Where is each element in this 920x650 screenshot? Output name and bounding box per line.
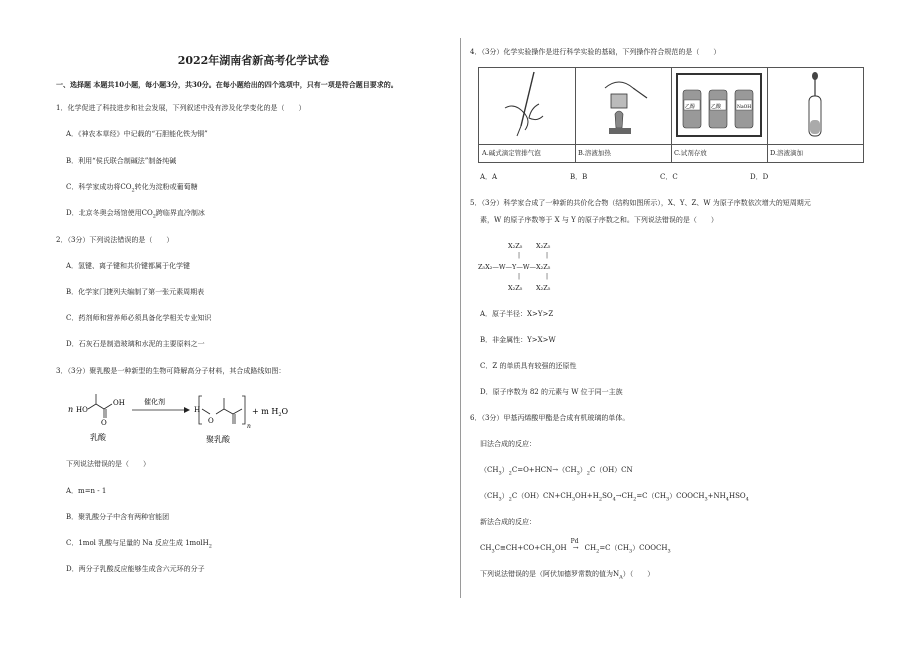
struct-bond-top-left: |: [518, 252, 521, 259]
bottle-label-ethanol: 乙醇: [685, 104, 696, 110]
caption-d: D.溶液滴加: [767, 144, 863, 162]
q2-option-a: A．氢键、离子键和共价键都属于化学键: [66, 262, 191, 270]
reagent-cabinet-illustration: [671, 68, 767, 144]
struct-top-left: X₂Z₅: [508, 242, 523, 250]
repeat-n-label: n: [247, 423, 251, 430]
column-divider: [460, 38, 461, 598]
q2-option-d: D．石灰石是制造玻璃和水泥的主要原料之一: [66, 340, 205, 348]
q3-ask: 下列说法错误的是（ ）: [66, 460, 150, 468]
q6-reaction-3: $CH_3C\equiv CH+CO+CH_3OH$ Pd → $CH_2=C(CH_3)COOCH_3$: [480, 538, 671, 555]
q6-reaction-2: $(CH_3)_2C(OH)CN+CH_3OH+H_2SO_4\to CH_2=C(CH_3)COOCH_3+NH_4HSO_4$: [480, 492, 749, 503]
polylactic-acid-label: 聚乳酸: [206, 435, 230, 444]
q6-ask: 下列说法错误的是（阿伏加德罗常数的值为$N_A$）（ ）: [480, 570, 655, 581]
struct-bond-top-right: |: [546, 252, 549, 259]
n-coefficient: n: [68, 405, 74, 414]
struct-bottom-right: X₂Z₅: [536, 284, 551, 292]
bottle-label-acetic-acid: 乙酸: [711, 104, 722, 110]
dropping-illustration: [767, 68, 863, 144]
q2-option-b: B．化学家门捷列夫编制了第一张元素周期表: [66, 288, 205, 296]
q4-cell-a: [479, 68, 576, 162]
q4-figure-table: [478, 67, 864, 163]
lactic-acid-label: 乳酸: [90, 433, 106, 442]
struct-main-chain: Z₅X₂—W—Y—W—X₂Z₅: [478, 263, 551, 271]
q4-cell-b: [575, 68, 672, 162]
q4-option-d: D．D: [750, 173, 769, 181]
section-heading: 一、选择题 本题共10小题，每小题3分，共30分。在每小题给出的四个选项中，只有一项是符合题目要求的。: [56, 80, 398, 89]
q3-option-d: D．两分子乳酸反应能够生成含六元环的分子: [66, 565, 205, 573]
q1-option-c: C．科学家成功将$CO_2$转化为淀粉或葡萄糖: [66, 183, 198, 194]
caption-a: A.碱式滴定管排气泡: [479, 144, 575, 162]
struct-bond-bottom-left: |: [518, 273, 521, 280]
ho-label: HO: [76, 406, 88, 414]
q6-old-heading: 旧法合成的反应：: [480, 440, 536, 448]
q1-option-b: B．利用“侯氏联合制碱法”制备纯碱: [66, 157, 177, 165]
q5-option-d: D．原子序数为 82 的元素与 W 位于同一主族: [480, 388, 623, 396]
page-title: 2022年湖南省新高考化学试卷: [177, 54, 330, 67]
q1-stem: 1．化学促进了科技进步和社会发展，下列叙述中没有涉及化学变化的是（ ）: [56, 104, 306, 112]
q5-stem-line1: 5．（3分）科学家合成了一种新的共价化合物（结构如图所示），X、Y、Z、W 为原子序数依次增大的短周期元: [470, 199, 811, 207]
struct-bottom-left: X₂Z₅: [508, 284, 523, 292]
h-end-label: H: [194, 406, 201, 414]
q6-reaction-1: $(CH_3)_2C=O+HCN\to(CH_3)_2C(OH)CN$: [480, 466, 633, 477]
heating-illustration: [575, 68, 671, 144]
pd-arrow: Pd →: [570, 538, 579, 552]
q4-option-c: C．C: [660, 173, 678, 181]
q2-stem: 2．（3分）下列说法错误的是（ ）: [56, 236, 174, 244]
caption-b: B.溶液加热: [575, 144, 671, 162]
q4-stem: 4．（3分）化学实验操作是进行科学实验的基础，下列操作符合规范的是（ ）: [470, 48, 721, 56]
q6-new-heading: 新法合成的反应：: [480, 518, 536, 526]
bottle-label-naoh: NaOH: [737, 105, 752, 110]
q3-stem: 3．（3分）聚乳酸是一种新型的生物可降解高分子材料，其合成路线如图：: [56, 367, 286, 375]
struct-top-right: X₂Z₅: [536, 242, 551, 250]
q6-stem: 6．（3分）甲基丙烯酸甲酯是合成有机玻璃的单体。: [470, 414, 630, 422]
q4-option-a: A．A: [480, 173, 498, 181]
carbonyl-o-label: O: [101, 419, 107, 427]
q1-option-a: A．《神农本草经》中记载的“石胆能化铁为铜”: [66, 130, 208, 138]
q5-stem-line2: 素，W 的原子序数等于 X 与 Y 的原子序数之和。下列说法错误的是（ ）: [480, 216, 718, 224]
ester-o-label: O: [208, 417, 214, 425]
catalyst-label: 催化剂: [144, 398, 165, 406]
oh-label: OH: [113, 399, 125, 407]
q4-cell-d: [767, 68, 863, 162]
q1-option-d: D．北京冬奥会场馆使用$CO_2$跨临界直冷制冰: [66, 209, 205, 220]
q3-option-b: B．聚乳酸分子中含有两种官能团: [66, 513, 170, 521]
burette-illustration: [479, 68, 575, 144]
polylactic-acid-scheme: [56, 380, 316, 450]
q2-option-c: C．药剂师和营养师必须具备化学相关专业知识: [66, 314, 212, 322]
q3-option-a: A．m=n - 1: [66, 487, 107, 495]
q5-option-b: B．非金属性：Y>X>W: [480, 336, 556, 344]
q5-option-a: A．原子半径：X>Y>Z: [480, 310, 554, 318]
q3-option-c: C．1mol 乳酸与足量的 Na 反应生成 1molH$_2$: [66, 539, 212, 550]
caption-c: C.试剂存放: [671, 144, 767, 162]
q5-option-c: C．Z 的单质具有较强的还原性: [480, 362, 577, 370]
q4-option-b: B．B: [570, 173, 588, 181]
struct-bond-bottom-right: |: [546, 273, 549, 280]
water-product-label: + m $H_2O$: [252, 407, 289, 418]
q4-cell-c: [671, 68, 768, 162]
